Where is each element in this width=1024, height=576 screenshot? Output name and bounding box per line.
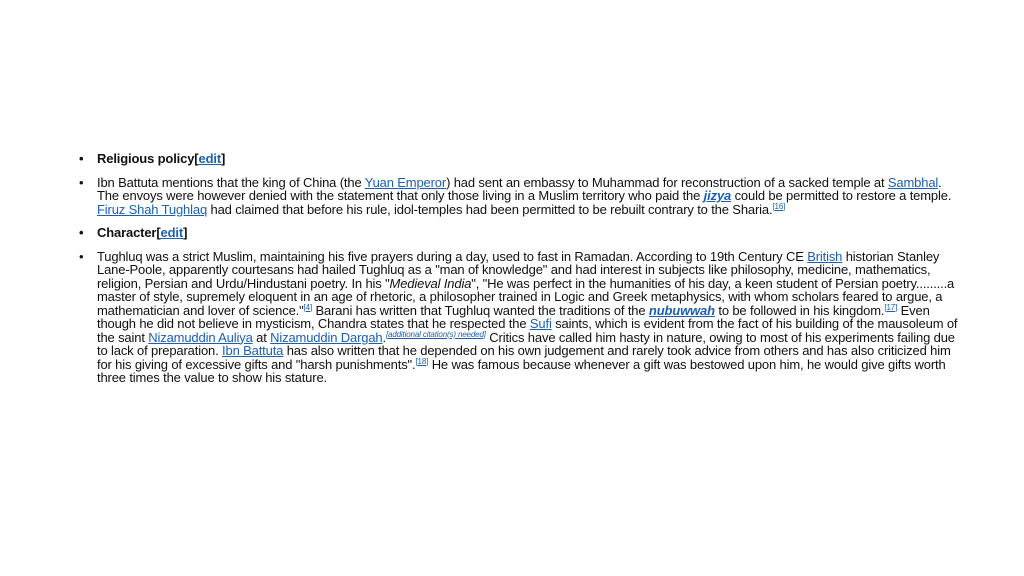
citation-17 xyxy=(884,303,897,312)
text-run: Tughluq was a strict Muslim, maintaining his five prayers during a day, used to fast in Ramadan. According to 19th Century CE xyxy=(97,248,808,264)
bracket-close: ] xyxy=(221,151,226,166)
citation-link-17[interactable]: [17] xyxy=(884,302,898,312)
text-run: Even though he did not believe in mysticism, Chandra states that he respected the xyxy=(97,302,930,331)
text-run: historian Stanley Lane-Poole, apparently courtesans had hailed Tughluq as a "man of knowledge" and had interest in subjects like philosophy, medicine, mathematics, religion, Persian and Urdu/Hindustani poetry. In his " xyxy=(97,248,940,291)
citation-needed-link[interactable]: [additional citation(s) needed] xyxy=(385,329,486,339)
religious-policy-paragraph xyxy=(78,176,958,217)
text-run: at xyxy=(252,329,271,345)
text-run: to be followed in his kingdom. xyxy=(714,302,885,318)
text-run: ", "He was perfect in the humanities of his day, a keen student of Persian poetry.........a master of style, supremely eloquent in an age of rhetoric, a philosopher trained in Logic and Greek metaphysics, with whom scholars feared to argue, a mathematician and lover of science." xyxy=(97,275,955,318)
bracket-open: [ xyxy=(156,225,161,240)
text-run: saints, which is evident from the fact of his building of the mausoleum of the saint xyxy=(97,316,958,345)
text-run: Barani has written that Tughluq wanted the traditions of the xyxy=(312,302,649,318)
link-nizamuddin-auliya[interactable]: Nizamuddin Auliya xyxy=(148,329,253,345)
text-run: had claimed that before his rule, idol-temples had been permitted to be rebuilt contrary to the Sharia. xyxy=(207,201,773,217)
link-nubuwwah[interactable]: nubuwwah xyxy=(648,302,715,318)
citation-4 xyxy=(304,303,312,312)
citation-link-16[interactable]: [16] xyxy=(772,201,786,211)
citation-needed xyxy=(386,330,486,339)
text-run: has also written that he depended on his own judgement and rarely took advice from others and has also criticized him for his giving of excessive gifts and "harsh punishments". xyxy=(97,343,951,372)
link-firuz-shah-tughlaq[interactable]: Firuz Shah Tughlaq xyxy=(97,201,208,217)
text-run: could be permitted to restore a temple. xyxy=(731,188,952,203)
content-list xyxy=(78,152,958,395)
edit-link-character[interactable]: edit xyxy=(160,225,184,240)
link-sufi[interactable]: Sufi xyxy=(529,316,552,331)
link-yuan-emperor[interactable]: Yuan Emperor xyxy=(364,174,447,190)
character-heading xyxy=(78,226,958,240)
text-run: Critics have called him hasty in nature, owing to most of his experiments failing due to lack of preparation. xyxy=(97,329,955,358)
citation-link-4[interactable]: [4] xyxy=(303,302,313,312)
heading-text: Character xyxy=(97,225,157,240)
citation-18 xyxy=(415,357,428,366)
text-run: . The envoys were however denied with the statement that only those living in a Muslim territory who paid the xyxy=(97,174,942,203)
text-run: Ibn Battuta mentions that the king of China (the xyxy=(97,174,365,190)
text-run: . xyxy=(382,329,386,345)
heading-text: Religious policy xyxy=(97,151,195,166)
edit-link-religious[interactable]: edit xyxy=(198,151,221,166)
character-paragraph xyxy=(78,250,958,385)
bracket-close: ] xyxy=(183,225,188,240)
book-title-medieval-india: Medieval India xyxy=(389,275,472,291)
religious-policy-heading xyxy=(78,152,958,166)
text-run: ) had sent an embassy to Muhammad for reconstruction of a sacked temple at xyxy=(446,174,888,190)
citation-link-18[interactable]: [18] xyxy=(415,356,429,366)
link-nizamuddin-dargah[interactable]: Nizamuddin Dargah xyxy=(270,329,383,345)
link-sambhal[interactable]: Sambhal xyxy=(887,174,939,190)
text-run: He was famous because whenever a gift was bestowed upon him, he would give gifts worth three times the value to show his stature. xyxy=(97,356,946,385)
link-ibn-battuta[interactable]: Ibn Battuta xyxy=(222,343,284,358)
citation-16 xyxy=(772,202,785,211)
link-british[interactable]: British xyxy=(807,248,843,264)
bracket-open: [ xyxy=(194,151,199,166)
link-jizya[interactable]: jizya xyxy=(703,188,732,203)
